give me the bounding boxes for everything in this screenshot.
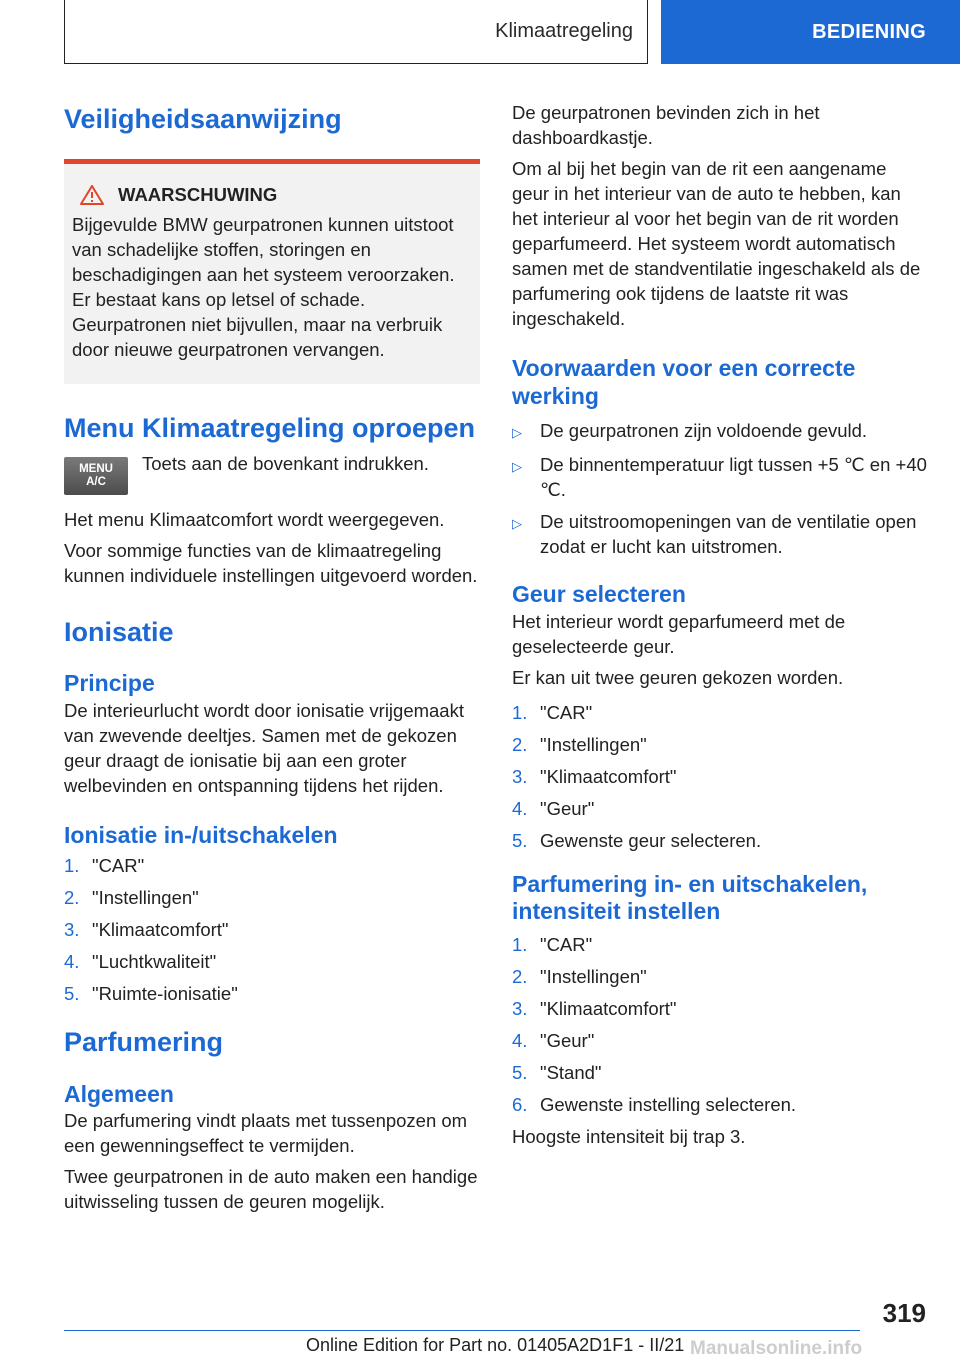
list-item: 1. "CAR" <box>512 933 593 955</box>
triangle-bullet-icon: ▷ <box>512 459 522 475</box>
footer-edition: Online Edition for Part no. 01405A2D1F1 - II/21 <box>306 1335 685 1355</box>
list-item: 2. "Instellingen" <box>512 733 647 755</box>
page-number: 319 <box>882 1298 926 1328</box>
geur-paragraph-2: Er kan uit twee geuren gekozen worden. <box>512 666 844 688</box>
header-section-title: Klimaatregeling <box>495 20 633 42</box>
heading-parfumering: Parfumering <box>64 1027 224 1058</box>
list-item: 3. "Klimaatcomfort" <box>512 765 677 787</box>
warning-text: Bijgevulde BMW geurpatronen kunnen uitstoot van schadelijke stoffen, storingen en beschadigingen aan het systeem veroorzaken. Er bestaat kans op letsel of schade. Geurpatronen niet bijvullen, maar na verbruik door nieuwe geurpatronen vervangen. <box>72 214 455 361</box>
list-item: 1. "CAR" <box>512 701 593 723</box>
warning-title: WAARSCHUWING <box>118 184 278 206</box>
list-item: ▷ De geurpatronen zijn voldoende gevuld. <box>512 418 928 445</box>
list-item: 2. "Instellingen" <box>64 887 199 909</box>
right-paragraph-1: De geurpatronen bevinden zich in het dashboardkastje. <box>512 102 820 148</box>
left-column <box>64 100 480 1214</box>
list-item: 1. "CAR" <box>64 855 145 877</box>
header-chapter-tab <box>661 0 960 64</box>
triangle-bullet-icon: ▷ <box>512 425 522 441</box>
menu-instruction-row <box>64 452 480 495</box>
list-item: 4. "Luchtkwaliteit" <box>64 951 217 973</box>
right-paragraph-2: Om al bij het begin van de rit een aangename geur in het interieur van de auto te hebben, kan het interieur al voor het begin van de rit worden geparfumeerd. Het systeem wordt automatisch samen met de standventilatie ingeschakeld als de parfumering ook tijdens de laatste rit was ingeschakeld. <box>512 158 921 329</box>
principe-text: De interieurlucht wordt door ionisatie vrijgemaakt van zwevende deeltjes. Samen met de gekozen geur draagt de ionisatie bij aan een groter welbevinden en ontspanning tijdens het rijden. <box>64 699 464 796</box>
menu-paragraph-2: Voor sommige functies van de klimaatregeling kunnen individuele instellingen uitgevoerd worden. <box>64 539 478 586</box>
menu-button-line2: A/C <box>86 475 106 488</box>
warning-box <box>64 159 480 384</box>
menu-button-line1: MENU <box>79 462 113 475</box>
triangle-bullet-icon: ▷ <box>512 516 522 532</box>
list-item: 2. "Instellingen" <box>512 965 647 987</box>
header-section-box <box>64 0 648 64</box>
list-item: 3. "Klimaatcomfort" <box>512 997 677 1019</box>
list-item: 5. "Ruimte-ionisatie" <box>64 983 238 1005</box>
list-item: ▷ De uitstroomopeningen van de ventilatie open zodat er lucht kan uitstromen. <box>512 511 917 558</box>
list-item: 4. "Geur" <box>512 797 595 819</box>
menu-paragraph-1: Het menu Klimaatcomfort wordt weergegeven. <box>64 508 445 530</box>
list-item: ▷ De binnentemperatuur ligt tussen +5 ℃ en +40 ℃. <box>512 454 927 501</box>
algemeen-paragraph-2: Twee geurpatronen in de auto maken een handige uitwisseling tussen de geuren mogelijk. <box>64 1166 478 1213</box>
list-item: 4. "Geur" <box>512 1029 595 1051</box>
heading-voorwaarden: Voorwaarden voor een correcte werking <box>512 355 856 409</box>
heading-menu: Menu Klimaatregeling oproepen <box>64 413 476 444</box>
parfumering-note: Hoogste intensiteit bij trap 3. <box>512 1125 746 1147</box>
list-item: 5. Gewenste geur selecteren. <box>512 829 762 851</box>
heading-algemeen: Algemeen <box>64 1080 174 1107</box>
ionisatie-steps <box>64 853 480 1006</box>
footer-divider <box>64 1330 860 1331</box>
header-chapter-title: BEDIENING <box>812 20 926 43</box>
list-item: 6. Gewenste instelling selecteren. <box>512 1093 797 1115</box>
list-item: 5. "Stand" <box>512 1061 602 1083</box>
heading-geur: Geur selecteren <box>512 581 686 608</box>
watermark-logo: Manualsonline.info <box>690 1338 863 1359</box>
parfumering-steps <box>512 932 928 1117</box>
heading-ionisatie: Ionisatie <box>64 616 174 647</box>
geur-steps <box>512 700 928 853</box>
menu-ac-button-icon <box>64 457 128 495</box>
menu-instruction: Toets aan de bovenkant indrukken. <box>142 452 429 474</box>
voorwaarden-list <box>512 418 928 559</box>
list-item: 3. "Klimaatcomfort" <box>64 919 229 941</box>
heading-parfumering-switch: Parfumering in- en uitschakelen, intensiteit instellen <box>512 870 868 925</box>
algemeen-paragraph-1: De parfumering vindt plaats met tussenpozen om een gewenningseffect te vermijden. <box>64 1110 468 1157</box>
heading-principe: Principe <box>64 670 155 697</box>
warning-triangle-icon <box>80 185 104 205</box>
heading-ionisatie-switch: Ionisatie in-/uitschakelen <box>64 821 338 848</box>
geur-paragraph-1: Het interieur wordt geparfumeerd met de geselecteerde geur. <box>512 610 846 657</box>
warning-header <box>80 184 472 206</box>
heading-safety: Veiligheidsaanwijzing <box>64 104 342 134</box>
right-column <box>512 100 928 1149</box>
